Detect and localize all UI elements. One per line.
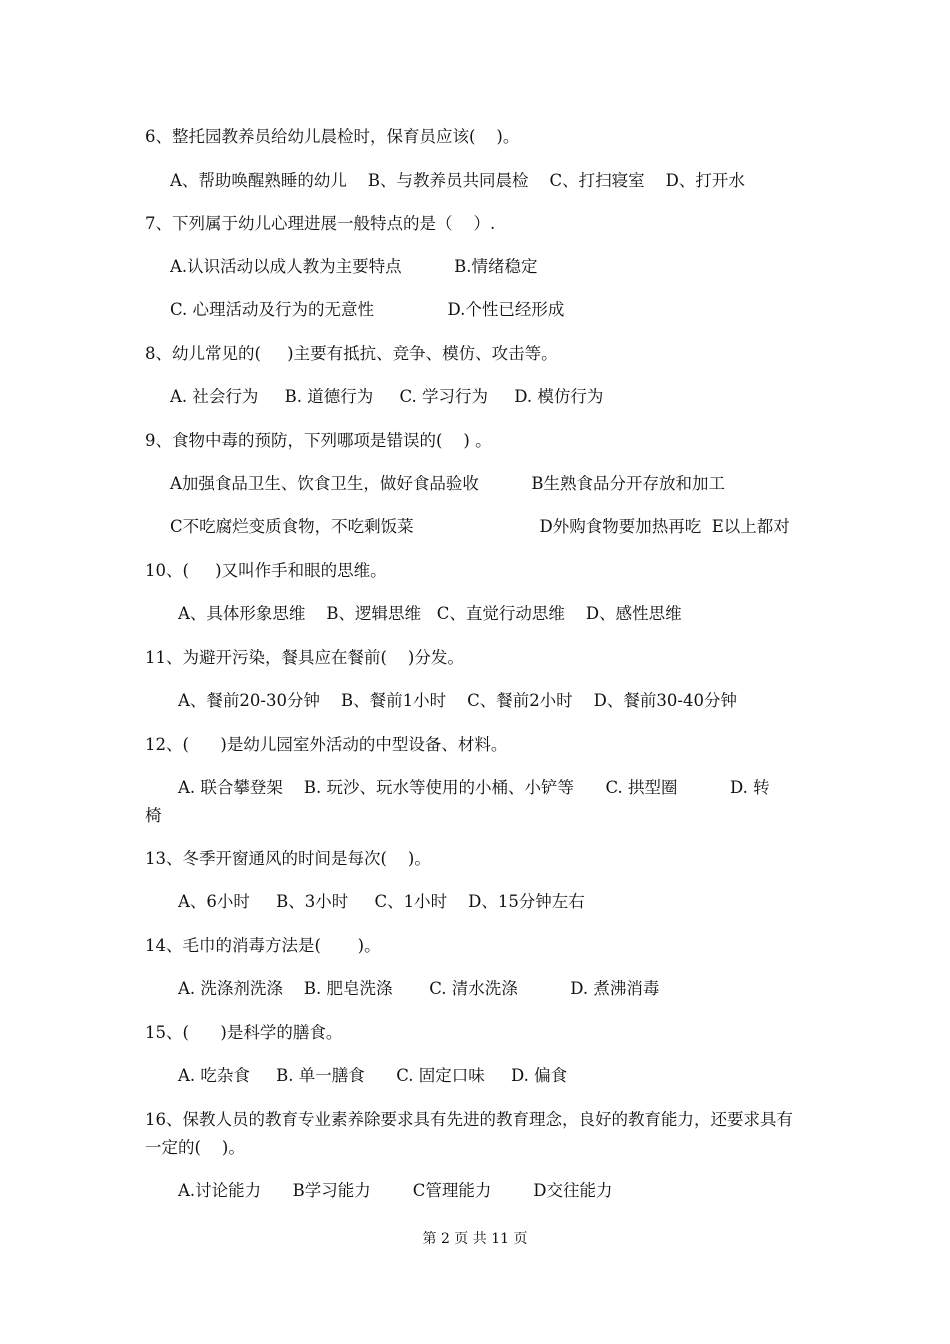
question-16-stem-continued: 一定的( )。 [145,1138,245,1157]
question-11-stem: 11、为避开污染，餐具应在餐前( )分发。 [145,648,464,667]
question-9-options-row1: A加强食品卫生、饮食卫生，做好食品验收 B生熟食品分开存放和加工 [170,474,725,493]
question-15-options: A. 吃杂食 B. 单一膳食 C. 固定口味 D. 偏食 [178,1066,568,1085]
question-15-stem: 15、( )是科学的膳食。 [145,1023,343,1042]
question-9-options-row2: C不吃腐烂变质食物，不吃剩饭菜 D外购食物要加热再吃 E以上都对 [170,517,790,536]
question-8-options: A. 社会行为 B. 道德行为 C. 学习行为 D. 模仿行为 [170,387,604,406]
question-13-stem: 13、冬季开窗通风的时间是每次( )。 [145,849,431,868]
question-12-stem: 12、( )是幼儿园室外活动的中型设备、材料。 [145,735,508,754]
question-6-stem: 6、整托园教养员给幼儿晨检时，保育员应该( )。 [145,127,520,146]
question-7-options-row2: C. 心理活动及行为的无意性 D.个性已经形成 [170,300,565,319]
question-10-options: A、具体形象思维 B、逻辑思维 C、直觉行动思维 D、感性思维 [178,604,682,623]
question-7-stem: 7、下列属于幼儿心理进展一般特点的是（ ）. [145,214,496,233]
question-12-options-continued: 椅 [145,806,162,825]
question-10-stem: 10、( )又叫作手和眼的思维。 [145,561,387,580]
page-footer: 第 2 页 共 11 页 [422,1231,528,1247]
question-6-options: A、帮助唤醒熟睡的幼儿 B、与教养员共同晨检 C、打扫寝室 D、打开水 [170,171,745,190]
question-12-options: A. 联合攀登架 B. 玩沙、玩水等使用的小桶、小铲等 C. 拱型圈 D. 转 [178,778,770,797]
question-8-stem: 8、幼儿常见的( )主要有抵抗、竞争、模仿、攻击等。 [145,344,558,363]
question-14-stem: 14、毛巾的消毒方法是( )。 [145,936,381,955]
question-14-options: A. 洗涤剂洗涤 B. 肥皂洗涤 C. 清水洗涤 D. 煮沸消毒 [178,979,660,998]
question-9-stem: 9、食物中毒的预防，下列哪项是错误的( ) 。 [145,431,492,450]
question-16-options: A.讨论能力 B学习能力 C管理能力 D交往能力 [178,1181,613,1200]
question-13-options: A、6小时 B、3小时 C、1小时 D、15分钟左右 [178,892,585,911]
question-11-options: A、餐前20-30分钟 B、餐前1小时 C、餐前2小时 D、餐前30-40分钟 [178,691,737,710]
question-16-stem: 16、保教人员的教育专业素养除要求具有先进的教育理念，良好的教育能力，还要求具有 [145,1110,793,1129]
question-7-options-row1: A.认识活动以成人教为主要特点 B.情绪稳定 [170,257,538,276]
